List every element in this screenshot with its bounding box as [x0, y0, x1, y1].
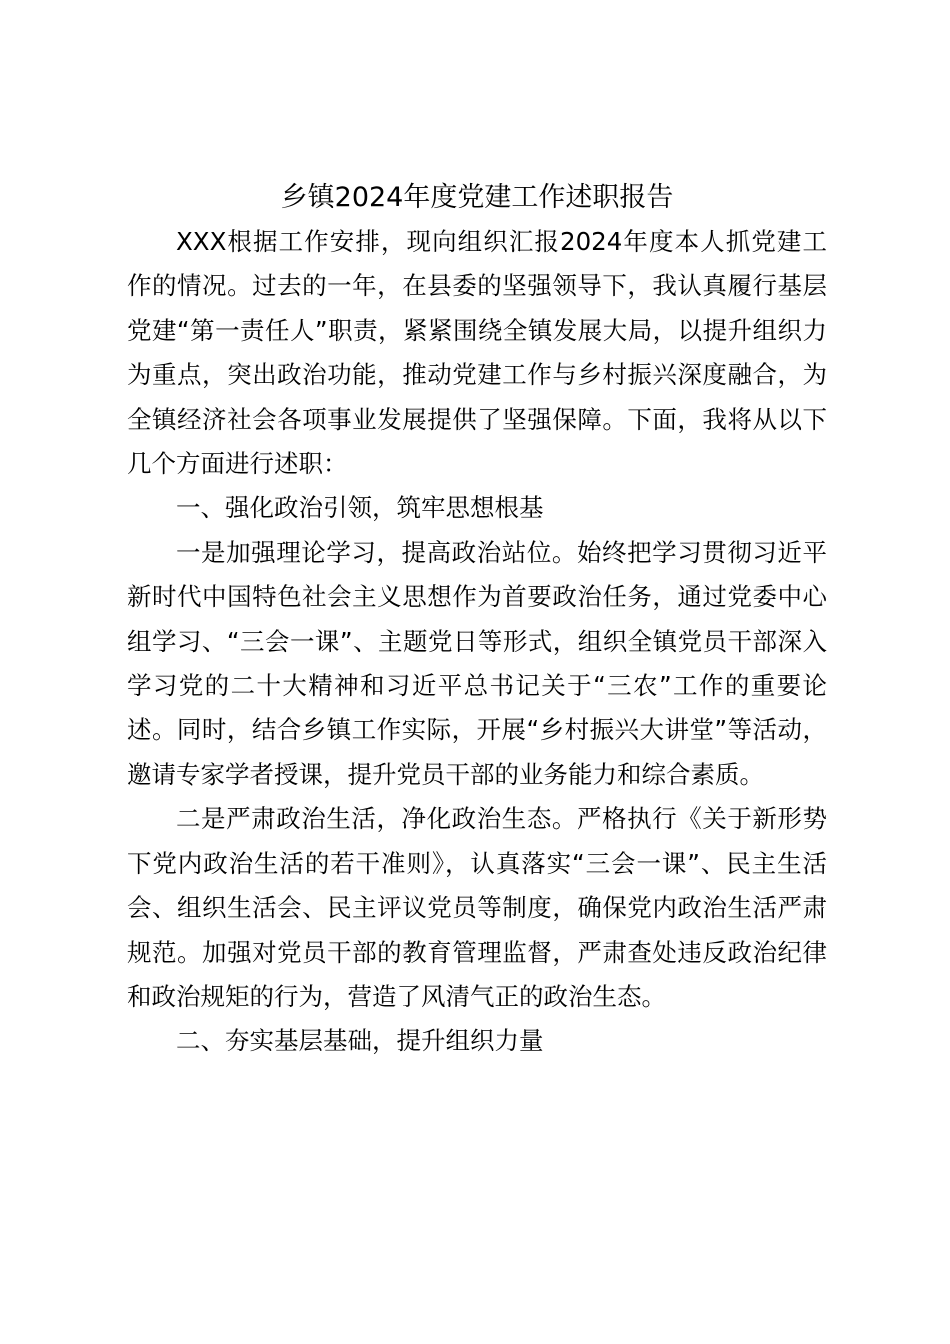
section-heading-1: 一、强化政治引领，筑牢思想根基 — [176, 493, 544, 523]
section-1-paragraph-2: 二是严肃政治生活，净化政治生态。严格执行《关于新形势下党内政治生活的若干准则》，认真落实“三会一课”、民主生活会、组织生活会、民主评议党员等制度，确保党内政治生活严肃规范。加强对党员干部的教育管理监督，严肃查处违反政治纪律和政治规矩的行为，营造了风清气正的政治生态。 — [127, 804, 827, 1011]
document-title: 乡镇2024年度党建工作述职报告 — [280, 182, 674, 213]
intro-paragraph: XXX根据工作安排，现向组织汇报2024年度本人抓党建工作的情况。过去的一年，在县委的坚强领导下，我认真履行基层党建“第一责任人”职责，紧紧围绕全镇发展大局，以提升组织力为重点，突出政治功能，推动党建工作与乡村振兴深度融合，为全镇经济社会各项事业发展提供了坚强保障。下面，我将从以下几个方面进行述职： — [127, 227, 827, 479]
section-heading-2: 二、夯实基层基础，提升组织力量 — [176, 1026, 544, 1056]
section-1-paragraph-1: 一是加强理论学习，提高政治站位。始终把学习贯彻习近平新时代中国特色社会主义思想作为首要政治任务，通过党委中心组学习、“三会一课”、主题党日等形式，组织全镇党员干部深入学习党的二十大精神和习近平总书记关于“三农”工作的重要论述。同时，结合乡镇工作实际，开展“乡村振兴大讲堂”等活动，邀请专家学者授课，提升党员干部的业务能力和综合素质。 — [127, 537, 827, 789]
document-body — [127, 176, 827, 1064]
